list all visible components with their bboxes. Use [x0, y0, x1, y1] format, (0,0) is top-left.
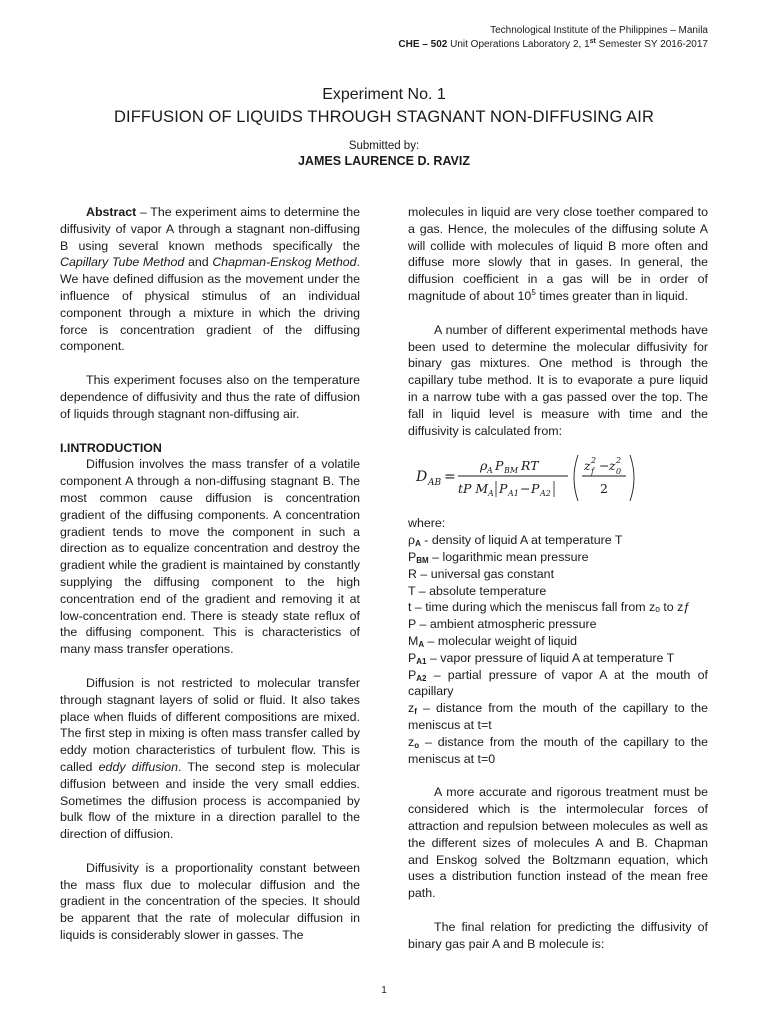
experiment-number: Experiment No. 1	[322, 86, 446, 103]
var-desc: – distance from the mouth of the capillary to the meniscus at t=t	[408, 701, 708, 732]
formula-right-sup-0: 2	[616, 456, 622, 466]
intro-paragraph-1: Diffusion involves the mass transfer of a volatile component A through a non-diffusing stagnant B. The most common cause diffusion is concentration gradient of the diffusing components. A concentration gradient tends to move the component in such a direction as to equalize concentration and destroy the gradient while the gradient is maintained by constantly supplying the diffusing component to the high concentration end of the gradient and removing it at low-concentration end. There is steady state reflux of the diffusing component. This is characteristics of many mass transfer operations.	[60, 457, 360, 657]
var-sub: o	[414, 740, 420, 750]
var-r	[408, 566, 708, 583]
var-desc: – time during which the meniscus fall from zₒ to zƒ	[411, 600, 691, 615]
formula-num-p: P	[495, 458, 504, 474]
var-desc: – distance from the mouth of the capillary to the meniscus at t=0	[408, 734, 708, 766]
var-sym: z	[408, 734, 415, 749]
var-rho-a	[408, 532, 708, 549]
var-p-a2	[408, 667, 708, 701]
abstract-text-b: and	[184, 255, 213, 270]
submitted-by-label: Submitted by:	[348, 140, 420, 152]
var-sym: P	[408, 667, 417, 682]
formula-den-sub-a1: A1	[508, 489, 519, 499]
right-column	[408, 204, 708, 952]
var-p-ambient	[408, 616, 708, 633]
formula-num-rt: RT	[521, 458, 539, 474]
var-desc: – partial pressure of vapor A at the mouth of capillary	[408, 667, 708, 699]
var-p-bm	[408, 549, 708, 566]
var-t-time	[408, 599, 708, 616]
intro-p2-text-b: . The second step is molecular diffusion between and inside the very small eddies. Sometimes the diffusion process is accompanied by bulk flow of the mixture in a direction parallel to the direction of diffusion.	[60, 759, 360, 842]
formula-right-sup-f: 2	[591, 456, 597, 466]
author-name: JAMES LAURENCE D. RAVIZ	[297, 154, 470, 168]
var-desc: – logarithmic mean pressure	[428, 549, 589, 564]
formula-right-sub-f: f	[591, 467, 594, 477]
variable-list	[408, 515, 708, 767]
intro-paragraph-3: Diffusivity is a proportionality constant between the mass flux due to molecular diffusion and the gradient in the concentration of the species. It should be apparent that the rate of molecular diffusion in liquids is considerably slower in gasses. The	[60, 860, 360, 943]
var-sym: R	[408, 566, 417, 581]
var-sym: z	[408, 701, 415, 716]
abstract-em-chapman: Chapman-Enskog Method	[212, 255, 357, 270]
header-course	[398, 38, 708, 52]
course-code: CHE – 502	[398, 39, 448, 50]
var-sub: BM	[416, 555, 429, 565]
semester-rest: Semester SY 2016-2017	[598, 39, 708, 50]
var-sub: A2	[416, 673, 427, 683]
var-desc: – vapor pressure of liquid A at temperature T	[426, 650, 675, 665]
var-desc: – absolute temperature	[415, 583, 547, 598]
formula-lhs-sub: AB	[428, 478, 442, 489]
var-t-abs	[408, 583, 708, 600]
formula-right-den: 2	[600, 481, 608, 497]
var-sym: P	[408, 617, 417, 632]
abstract-text-a: – The experiment aims to determine the diffusivity of vapor A through a stagnant non-diffusing B using several known methods specifically the	[60, 205, 360, 253]
formula-den-pa1: P	[499, 481, 508, 497]
var-sym: P	[408, 549, 417, 564]
left-column	[60, 204, 360, 944]
abstract-text-c: . We have defined diffusion as the movement under the influence of physical stimulus of an individual component through a mixture in which the driving force is concentration gradient of the diffusing component.	[60, 255, 360, 354]
formula-graphic	[408, 451, 708, 505]
course-title: Unit Operations Laboratory 2,	[450, 39, 582, 50]
paper-title: DIFFUSION OF LIQUIDS THROUGH STAGNANT NON-DIFFUSING AIR	[114, 108, 654, 126]
var-desc: – ambient atmospheric pressure	[416, 617, 597, 632]
formula-den-tpm: tP M	[458, 481, 489, 497]
right-p1-text-b: times greater than in liquid.	[535, 288, 688, 303]
var-sym: P	[408, 650, 417, 665]
formula-paren-left	[574, 455, 578, 501]
formula-den-pa2: P	[531, 481, 540, 497]
formula-den-sub-a2: A2	[540, 489, 551, 499]
var-desc: – molecular weight of liquid	[424, 633, 578, 648]
formula-den-minus: −	[520, 481, 531, 497]
var-desc: – universal gas constant	[416, 566, 555, 581]
var-sym: M	[408, 633, 419, 648]
intro-heading: I.INTRODUCTION	[60, 440, 162, 455]
var-m-a	[408, 633, 708, 650]
semester-num: 1	[584, 39, 590, 50]
abstract-paragraph-2: This experiment focuses also on the temperature dependence of diffusivity and thus the rate of diffusion of liquids through stagnant non-diffusing air.	[60, 373, 360, 421]
right-p1-sup: 5	[531, 287, 536, 297]
formula-den-sub-a: A	[488, 489, 494, 499]
right-paragraph-1	[408, 204, 708, 305]
right-paragraph-2: A number of different experimental methods have been used to determine the molecular diffusivity for binary gas mixtures. One method is through the capillary tube method. It is to evaporate a pure liquid in a narrow tube with a gas passed over the top. The fall in liquid level is measure with time and the diffusivity is calculated from:	[408, 322, 708, 438]
formula-right-z0: z	[609, 458, 616, 474]
var-sub: A1	[416, 656, 427, 666]
right-p1-text-a: molecules in liquid are very close toether compared to a gas. Hence, the molecules of the diffusing solute A will collide with molecules of liquid B more often and diffuse more slowly that in gases. In general, the diffusion coefficient in a gas will be in order of magnitude of about 10	[408, 205, 708, 303]
formula-right-sub-0: 0	[616, 467, 622, 477]
page-number: 1	[381, 985, 387, 996]
capillary-formula	[408, 451, 708, 505]
header-institution: Technological Institute of the Philippines – Manila	[490, 25, 708, 36]
semester-sup: st	[589, 38, 596, 45]
var-sub: A	[418, 639, 425, 649]
abstract-em-capillary: Capillary Tube Method	[60, 255, 185, 270]
intro-p2-em: eddy diffusion	[98, 759, 178, 774]
var-sym: ρ	[408, 533, 416, 548]
right-paragraph-4: The final relation for predicting the diffusivity of binary gas pair A and B molecule is:	[408, 919, 708, 951]
formula-equals: =	[444, 469, 456, 486]
var-p-a1	[408, 650, 708, 667]
var-sym: t	[408, 600, 412, 615]
where-label: where:	[408, 516, 446, 531]
right-paragraph-3: A more accurate and rigorous treatment must be considered which is the intermolecular forces of attraction and repulsion between molecules as well as the different sizes of molecules A and B. Chapman and Enskog solved the Boltzmann equation, which uses a distribution function instead of the mean free path.	[408, 785, 708, 901]
var-z-o	[408, 734, 708, 768]
formula-num-sub-a: A	[487, 466, 493, 476]
var-sub: A	[415, 539, 421, 549]
intro-paragraph-2	[60, 675, 360, 843]
formula-right-zf: z	[584, 458, 591, 474]
abstract-paragraph-1	[60, 204, 360, 355]
formula-num-sub-bm: BM	[504, 466, 519, 476]
abstract-label: Abstract	[86, 205, 137, 219]
formula-paren-right	[630, 455, 634, 501]
var-sub: f	[414, 707, 417, 717]
intro-p2-text-a: Diffusion is not restricted to molecular transfer through stagnant layers of solid or fluid. It also takes place when fluids of different compositions are mixed. The first step in mixing is often mass transfer called by eddy motion characteristics of turbulent flow. This is called	[60, 675, 360, 774]
var-z-f	[408, 700, 708, 734]
var-sym: T	[408, 583, 416, 598]
formula-lhs: D	[416, 469, 428, 486]
var-desc: - density of liquid A at temperature T	[420, 533, 623, 548]
formula-num-rho: ρ	[480, 458, 488, 474]
formula-right-minus: −	[599, 458, 610, 474]
